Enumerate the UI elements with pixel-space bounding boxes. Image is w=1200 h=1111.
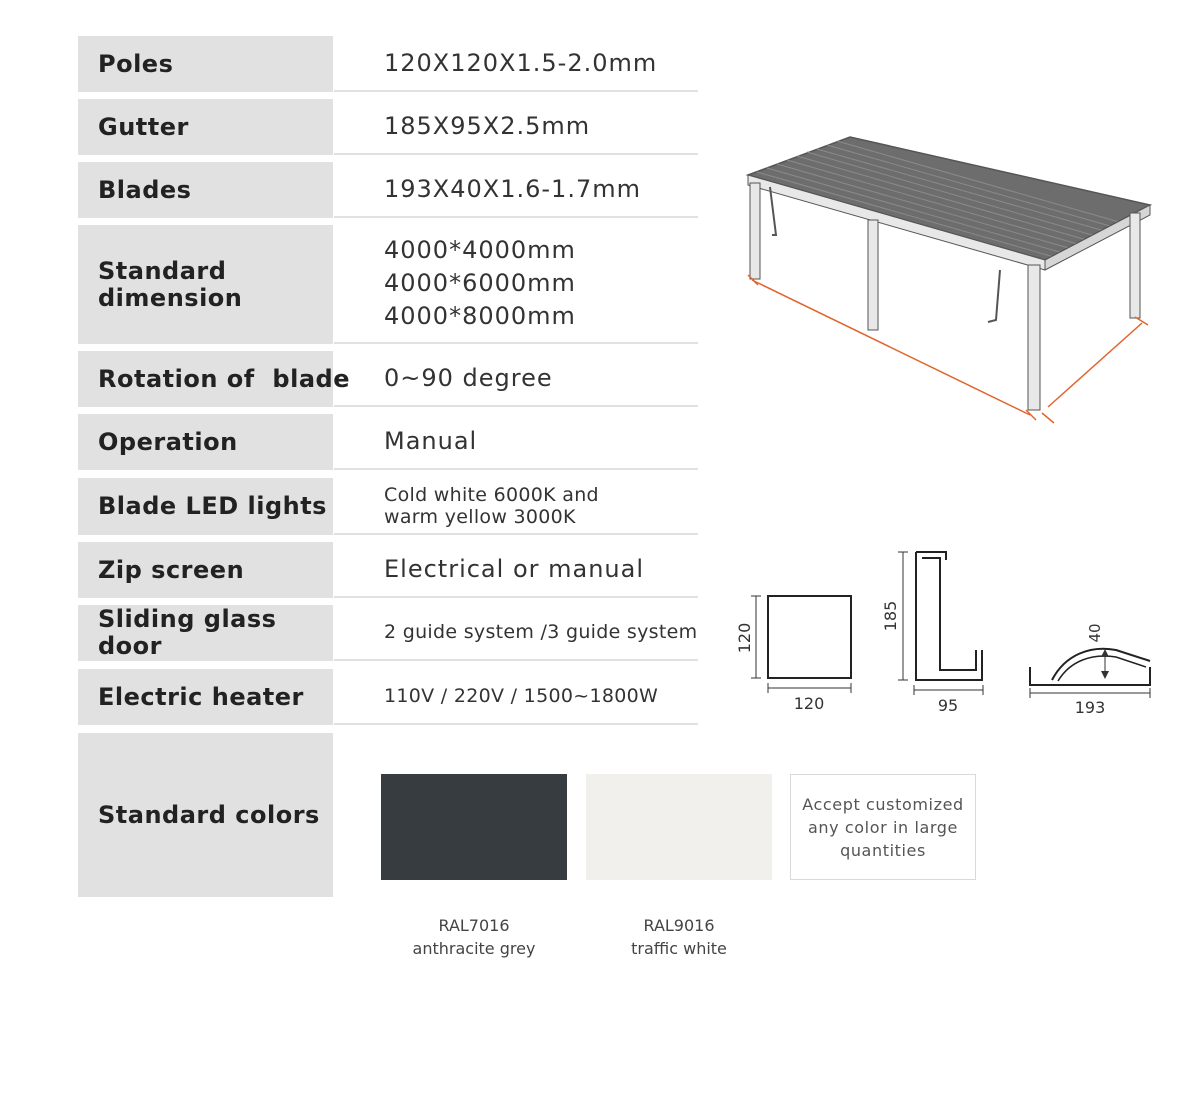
spec-value-line: warm yellow 3000K (384, 505, 576, 528)
spec-value (334, 542, 698, 598)
spec-value-line: 193X40X1.6-1.7mm (384, 174, 641, 203)
swatch-code: RAL9016 (643, 916, 715, 935)
spec-row-standard-dimension (78, 225, 698, 344)
spec-value-line: 4000*6000mm (384, 269, 576, 297)
blade-width-label: 193 (1074, 698, 1106, 717)
pergola-illustration (730, 125, 1170, 435)
spec-row-gutter (78, 99, 698, 155)
color-swatch-anthracite (381, 774, 567, 880)
spec-value (334, 478, 698, 535)
spec-label: Blade LED lights (78, 478, 333, 535)
spec-value-line: 2 guide system /3 guide system (384, 621, 698, 643)
spec-row-operation (78, 414, 698, 470)
spec-label: Electric heater (78, 669, 333, 725)
pole-height-label: 120 (735, 622, 754, 654)
swatch-name: traffic white (631, 939, 727, 958)
spec-row-rotation (78, 351, 698, 407)
spec-row-led-lights (78, 478, 698, 535)
spec-label: Blades (78, 162, 333, 218)
spec-value (334, 162, 698, 218)
spec-value (334, 669, 698, 725)
custom-color-text: Accept customized any color in large quantities (802, 794, 964, 860)
spec-label (78, 225, 333, 344)
spec-label: Gutter (78, 99, 333, 155)
gutter-profile-icon (870, 540, 1000, 715)
spec-value-line: Cold white 6000K and (384, 483, 599, 506)
spec-label: Zip screen (78, 542, 333, 598)
spec-row-blades (78, 162, 698, 218)
spec-label: Rotation of blade (78, 351, 333, 407)
spec-row-electric-heater (78, 669, 698, 725)
spec-value (334, 99, 698, 155)
spec-value (334, 36, 698, 92)
spec-label: Poles (78, 36, 333, 92)
swatch-name: anthracite grey (412, 939, 536, 958)
swatch-caption-anthracite (381, 914, 567, 960)
blade-height-label: 40 (1086, 623, 1104, 643)
spec-value (334, 414, 698, 470)
spec-row-poles (78, 36, 698, 92)
spec-row-zip-screen (78, 542, 698, 598)
spec-value-line: 0~90 degree (384, 363, 553, 392)
spec-label: Sliding glass door (78, 605, 333, 661)
spec-value (334, 351, 698, 407)
gutter-height-label: 185 (881, 600, 900, 632)
spec-label: Standard colors (78, 733, 333, 897)
pole-width-label: 120 (793, 694, 825, 713)
spec-value (334, 605, 698, 661)
gutter-width-label: 95 (937, 696, 959, 715)
spec-value-line: Manual (384, 426, 478, 455)
spec-label: Operation (78, 414, 333, 470)
spec-row-standard-colors (78, 733, 333, 897)
spec-value (334, 225, 698, 344)
color-swatch-traffic-white (586, 774, 772, 880)
spec-label-text: Standard dimension (98, 256, 243, 312)
spec-value-line: 185X95X2.5mm (384, 111, 591, 140)
blade-profile-icon (1020, 615, 1160, 720)
spec-value-line: 120X120X1.5-2.0mm (384, 48, 658, 77)
spec-row-sliding-door (78, 605, 698, 661)
spec-value-line: 4000*8000mm (384, 302, 576, 330)
swatch-code: RAL7016 (438, 916, 510, 935)
spec-value-line: Electrical or manual (384, 554, 644, 583)
swatch-caption-traffic-white (586, 914, 772, 960)
spec-value-line: 4000*4000mm (384, 236, 576, 264)
custom-color-note (790, 774, 976, 880)
pole-profile-icon (730, 580, 860, 715)
spec-value-line: 110V / 220V / 1500~1800W (384, 685, 659, 707)
